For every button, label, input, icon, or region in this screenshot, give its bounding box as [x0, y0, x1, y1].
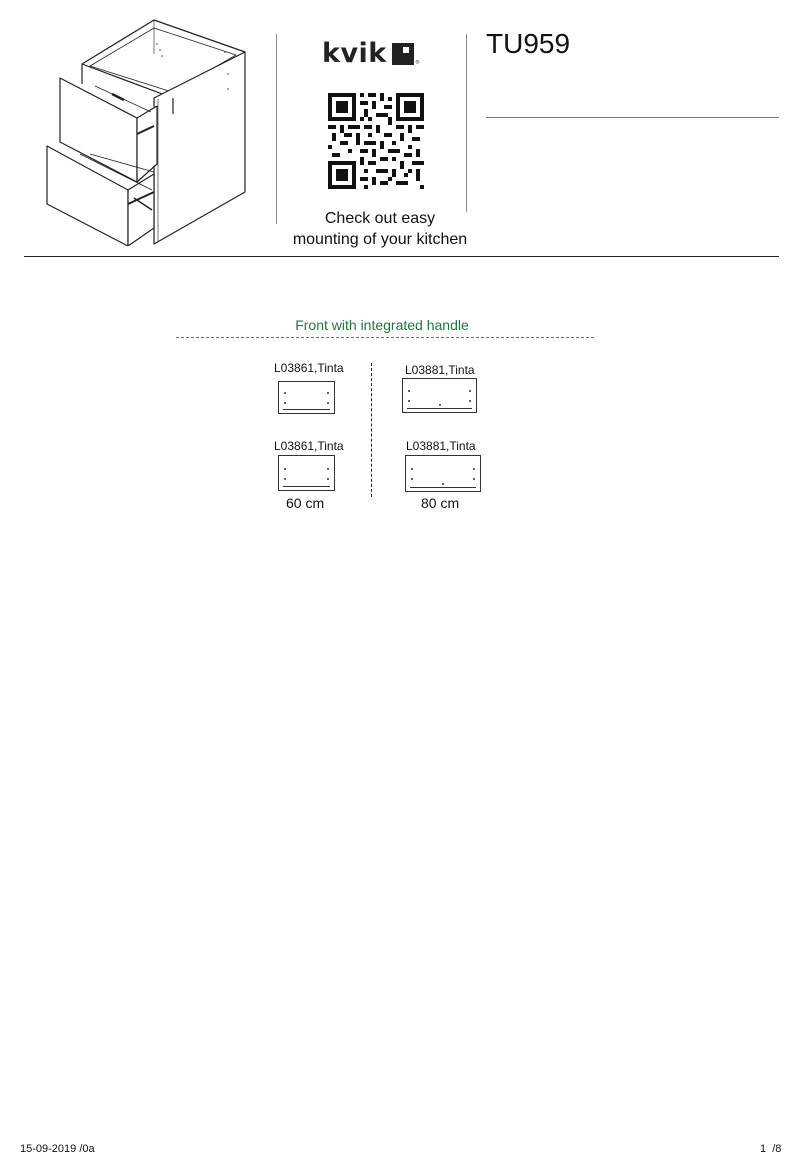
width-label-80: 80 cm — [421, 495, 460, 511]
qr-caption-line2: mounting of your kitchen — [292, 231, 468, 248]
qr-caption-line1: Check out easy — [324, 210, 436, 227]
part-label-60-bottom: L03861,Tinta — [274, 439, 344, 453]
header-divider-right — [466, 34, 467, 212]
qr-code-icon[interactable] — [328, 93, 424, 189]
section-title: Front with integrated handle — [295, 317, 469, 333]
front-panel-60-top — [278, 381, 335, 414]
model-underline — [486, 117, 779, 118]
brand-name: kvik — [322, 38, 387, 69]
front-panel-60-bottom — [278, 455, 335, 491]
footer-page-number: 1 /8 — [760, 1143, 782, 1155]
header-divider-left — [276, 34, 277, 224]
front-panel-80-top — [402, 378, 477, 413]
part-label-60-top: L03861,Tinta — [274, 361, 344, 375]
part-label-80-bottom: L03881,Tinta — [406, 439, 476, 453]
registered-mark: ® — [415, 60, 420, 66]
column-divider — [371, 363, 372, 497]
part-label-80-top: L03881,Tinta — [405, 363, 475, 377]
brand-logo-square-icon — [392, 43, 414, 65]
section-divider — [176, 337, 594, 338]
footer-date: 15-09-2019 /0a — [20, 1143, 95, 1155]
cabinet-illustration — [40, 14, 250, 246]
front-panel-80-bottom — [405, 455, 481, 492]
width-label-60: 60 cm — [286, 495, 325, 511]
model-number: TU959 — [486, 28, 571, 59]
header-bottom-rule — [24, 256, 779, 257]
